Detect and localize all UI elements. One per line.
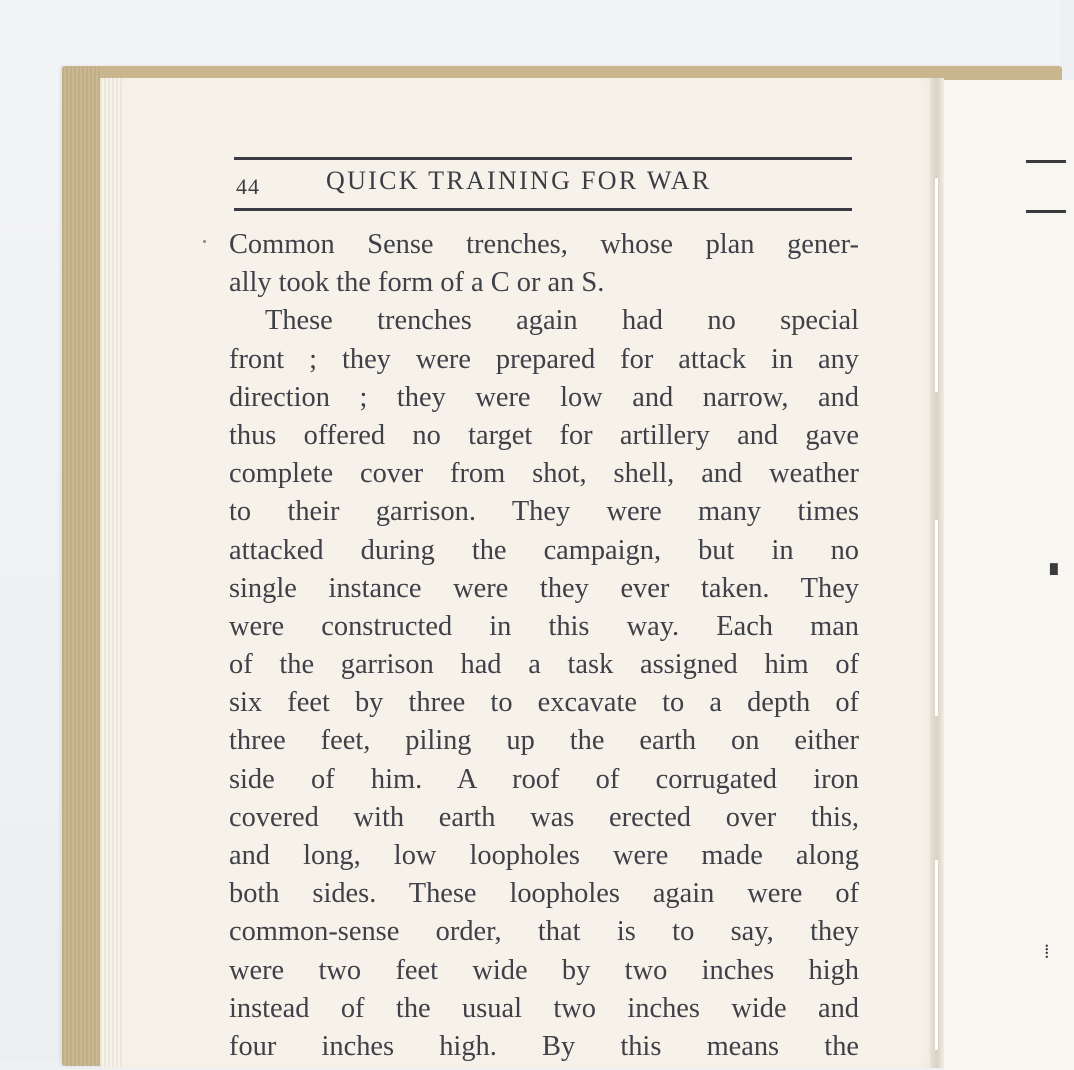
text-line: were constructed in this way. Each man	[229, 610, 859, 642]
right-page-header-rule-top	[1026, 160, 1066, 163]
right-page-ink-mark: ⁞	[1044, 941, 1050, 963]
header-rule-top	[234, 157, 852, 160]
text-line: instead of the usual two inches wide and	[229, 992, 859, 1024]
text-line: complete cover from shot, shell, and weather	[229, 458, 859, 490]
page-edges	[100, 78, 122, 1068]
text-line: common-sense order, that is to say, they	[229, 916, 859, 948]
text-line: four inches high. By this means the	[229, 1030, 859, 1062]
binding-stitch	[935, 860, 938, 1050]
text-line: both sides. These loopholes again were of	[229, 878, 859, 910]
text-line: side of him. A roof of corrugated iron	[229, 763, 859, 795]
text-line: thus offered no target for artillery and gave	[229, 419, 859, 451]
text-line: six feet by three to excavate to a depth of	[229, 687, 859, 719]
text-line: three feet, piling up the earth on either	[229, 725, 859, 757]
text-line: were two feet wide by two inches high	[229, 954, 859, 986]
text-line: Common Sense trenches, whose plan gener-	[229, 229, 859, 260]
right-page-header-rule-bottom	[1026, 210, 1066, 213]
page-header	[234, 166, 852, 200]
right-page-ink-mark: ▘	[1050, 565, 1066, 587]
header-rule-bottom	[234, 208, 852, 211]
text-line: single instance were they ever taken. They	[229, 572, 859, 604]
text-line: These trenches again had no special	[265, 305, 859, 337]
text-line: covered with earth was erected over this,	[229, 801, 859, 833]
text-line: attacked during the campaign, but in no	[229, 534, 859, 566]
page-number: 44	[236, 174, 260, 199]
binding-stitch	[935, 520, 938, 716]
text-line: of the garrison had a task assigned him of	[229, 649, 859, 681]
text-line: front ; they were prepared for attack in any	[229, 343, 859, 375]
binding-stitch	[935, 178, 938, 392]
text-line: to their garrison. They were many times	[229, 496, 859, 528]
text-line: ally took the form of a C or an S.	[229, 267, 605, 299]
text-line: direction ; they were low and narrow, and	[229, 381, 859, 413]
running-title: QUICK TRAINING FOR WAR	[326, 166, 712, 195]
text-line: and long, low loopholes were made along	[229, 840, 859, 871]
body-text	[229, 226, 859, 1066]
paper-speck	[203, 240, 206, 243]
